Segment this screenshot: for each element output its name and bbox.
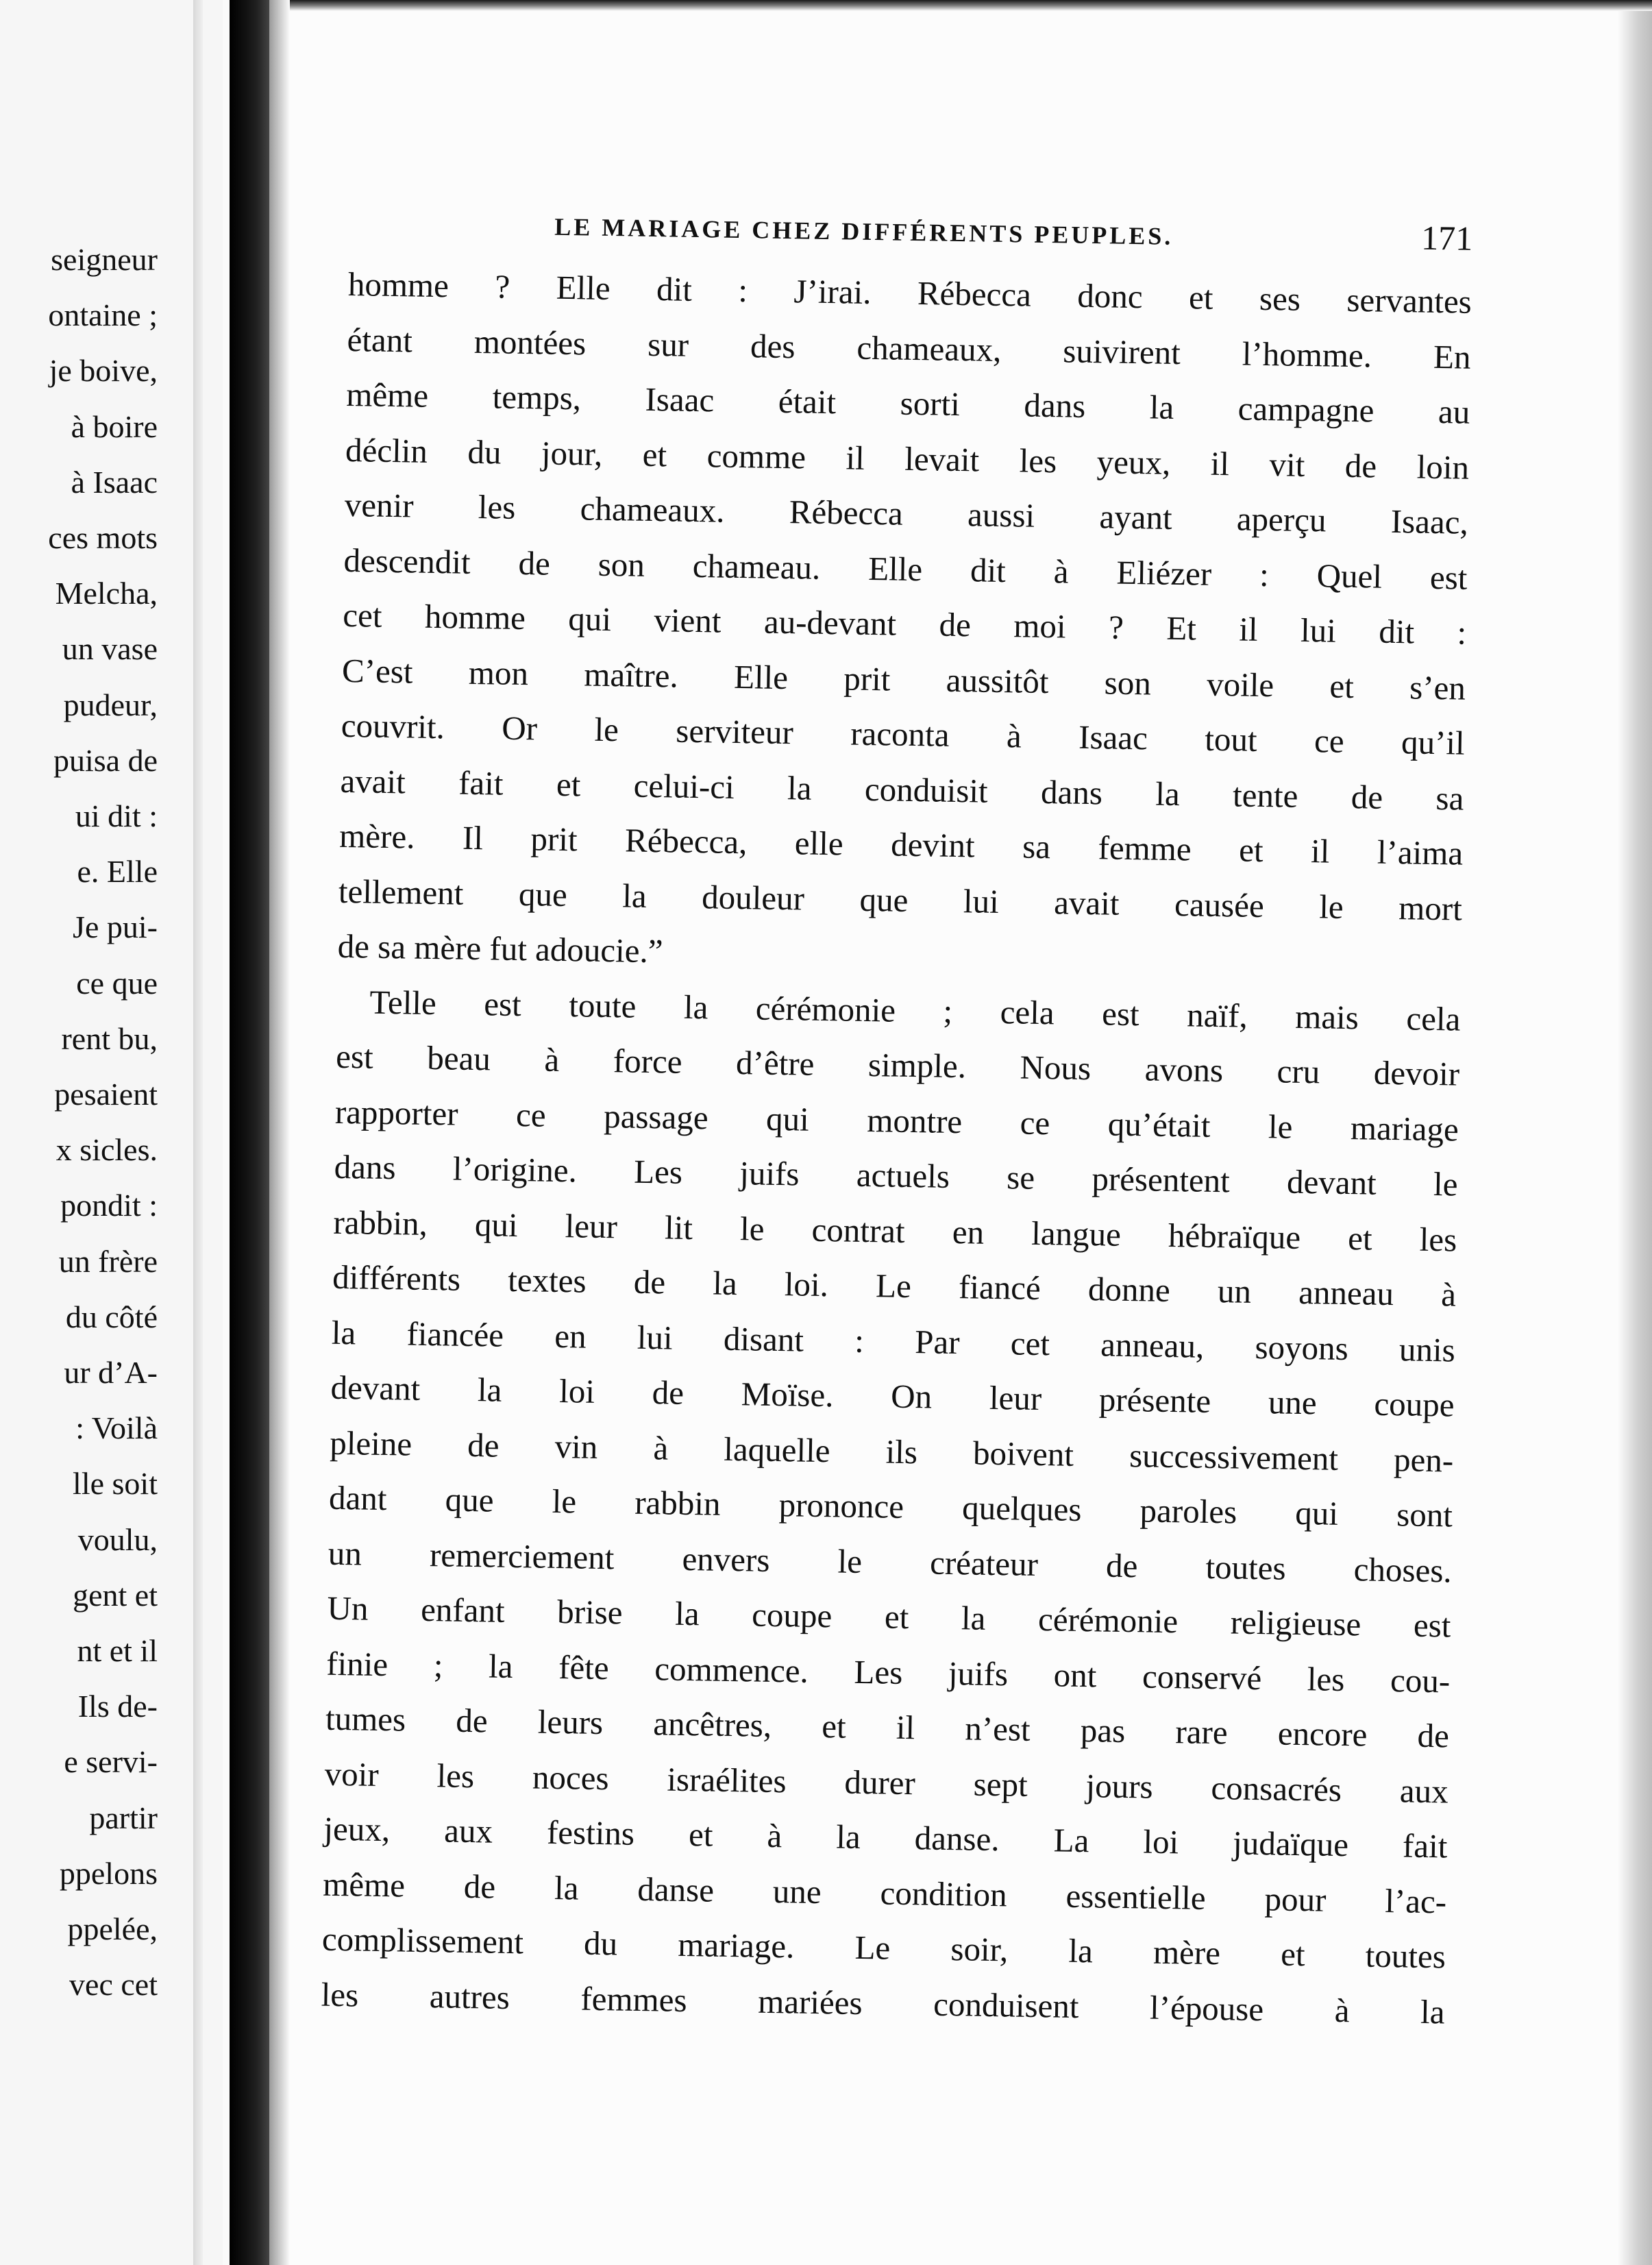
left-line: Melcha,: [55, 576, 158, 611]
left-line: ces mots: [48, 520, 158, 556]
text-line: même temps, Isaac était sorti dans la campagne au: [346, 375, 1470, 431]
left-line: ui dit :: [75, 798, 158, 834]
gutter-shadow: [269, 0, 290, 2265]
left-line: gent et: [73, 1577, 158, 1613]
text-line: homme ? Elle dit : J’irai. Rébecca donc et ses servantes: [347, 265, 1472, 321]
paragraph-quote-end: [337, 257, 1472, 992]
text-line: les autres femmes mariées conduisent l’épouse à la: [321, 1975, 1445, 2031]
left-line: seigneur: [51, 242, 158, 277]
left-line: je boive,: [49, 353, 158, 389]
page-number: 171: [1420, 218, 1473, 258]
text-line: complissement du mariage. Le soir, la mère et toutes: [321, 1920, 1446, 1976]
text-line: voir les noces israélites durer sept jours consacrés aux: [324, 1754, 1449, 1810]
left-line: x sicles.: [56, 1132, 158, 1168]
left-line: e servi-: [64, 1744, 158, 1780]
left-line: ppelons: [59, 1855, 158, 1891]
binding-gutter: [230, 0, 269, 2265]
text-line: jeux, aux festins et à la danse. La loi judaïque fait: [323, 1809, 1448, 1865]
text-line: rapporter ce passage qui montre ce qu’était le mariage: [334, 1092, 1459, 1149]
left-line: un vase: [62, 631, 158, 667]
left-line: ur d’A-: [64, 1355, 158, 1391]
left-line: du côté: [65, 1299, 158, 1334]
text-line: tellement que la douleur que lui avait causée le mort: [338, 872, 1463, 928]
text-line: cet homme qui vient au-devant de moi ? Et il lui dit :: [342, 596, 1467, 652]
left-line: lle soit: [73, 1466, 158, 1502]
left-page-text: [48, 232, 158, 2013]
text-line: un remerciement envers le créateur de toutes choses.: [328, 1534, 1453, 1590]
text-line: est beau à force d’être simple. Nous avons cru devoir: [335, 1037, 1460, 1093]
text-line: finie ; la fête commence. Les juifs ont conservé les cou-: [325, 1644, 1451, 1700]
text-line: même de la danse une condition essentielle pour l’ac-: [322, 1865, 1447, 1920]
left-line: partir: [89, 1800, 158, 1835]
text-line: différents textes de la loi. Le fiancé donne un anneau à: [332, 1258, 1457, 1314]
left-line: pondit :: [60, 1188, 158, 1223]
text-line: avait fait et celui-ci la conduisit dans la tente de sa: [340, 761, 1464, 818]
left-line: e. Elle: [77, 854, 158, 890]
text-line: pleine de vin à laquelle ils boivent successivement pen-: [329, 1423, 1454, 1480]
text-line: dant que le rabbin prononce quelques paroles qui sont: [328, 1478, 1453, 1534]
paragraph-ceremony: [321, 974, 1461, 2040]
text-line: Un enfant brise la coupe et la cérémonie religieuse est: [327, 1589, 1451, 1645]
left-line: pudeur,: [63, 687, 158, 722]
left-line: puisa de: [53, 742, 158, 778]
left-line: Je pui-: [73, 909, 158, 945]
left-line: un frère: [58, 1243, 158, 1279]
text-line: déclin du jour, et comme il levait les yeux, il vit de loin: [345, 430, 1470, 487]
text-line: de sa mère fut adoucie.”: [337, 927, 663, 970]
text-line: Telle est toute la cérémonie ; cela est naïf, mais cela: [369, 983, 1461, 1038]
text-line: étant montées sur des chameaux, suivirent l’homme. En: [347, 320, 1471, 376]
left-line: ontaine ;: [48, 297, 158, 333]
left-line: à Isaac: [71, 464, 158, 500]
text-line: mère. Il prit Rébecca, elle devint sa femme et il l’aima: [338, 816, 1464, 872]
left-line: voulu,: [77, 1521, 158, 1557]
top-scan-edge: [290, 0, 1652, 11]
running-title: LE MARIAGE CHEZ DIFFÉRENTS PEUPLES.: [554, 212, 1174, 250]
text-line: tumes de leurs ancêtres, et il n’est pas rare encore de: [325, 1699, 1450, 1755]
left-line: rent bu,: [61, 1020, 158, 1056]
left-line: à boire: [71, 408, 158, 444]
left-page-edge: [193, 0, 203, 2265]
right-page-edge: [1618, 0, 1652, 2265]
left-line: vec cet: [69, 1967, 158, 2003]
text-line: devant la loi de Moïse. On leur présente une coupe: [330, 1368, 1455, 1424]
left-line: nt et il: [77, 1633, 158, 1669]
left-line: ppelée,: [67, 1911, 158, 1947]
left-line: : Voilà: [75, 1410, 158, 1446]
text-line: rabbin, qui leur lit le contrat en langue hébraïque et les: [333, 1203, 1457, 1259]
text-line: venir les chameaux. Rébecca aussi ayant aperçu Isaac,: [344, 485, 1469, 541]
text-line: dans l’origine. Les juifs actuels se présentent devant le: [334, 1147, 1458, 1203]
left-line: Ils de-: [77, 1689, 158, 1724]
page-text-block: [321, 195, 1473, 2040]
text-line: couvrit. Or le serviteur raconta à Isaac tout ce qu’il: [341, 706, 1466, 762]
text-line: la fiancée en lui disant : Par cet anneau, soyons unis: [331, 1313, 1456, 1369]
left-line: pesaient: [54, 1077, 158, 1112]
text-line: descendit de son chameau. Elle dit à Eliézer : Quel est: [343, 541, 1468, 597]
text-line: C’est mon maître. Elle prit aussitôt son voile et s’en: [341, 651, 1466, 707]
left-page-fragment: [0, 0, 223, 2265]
left-line: ce que: [76, 965, 158, 1001]
